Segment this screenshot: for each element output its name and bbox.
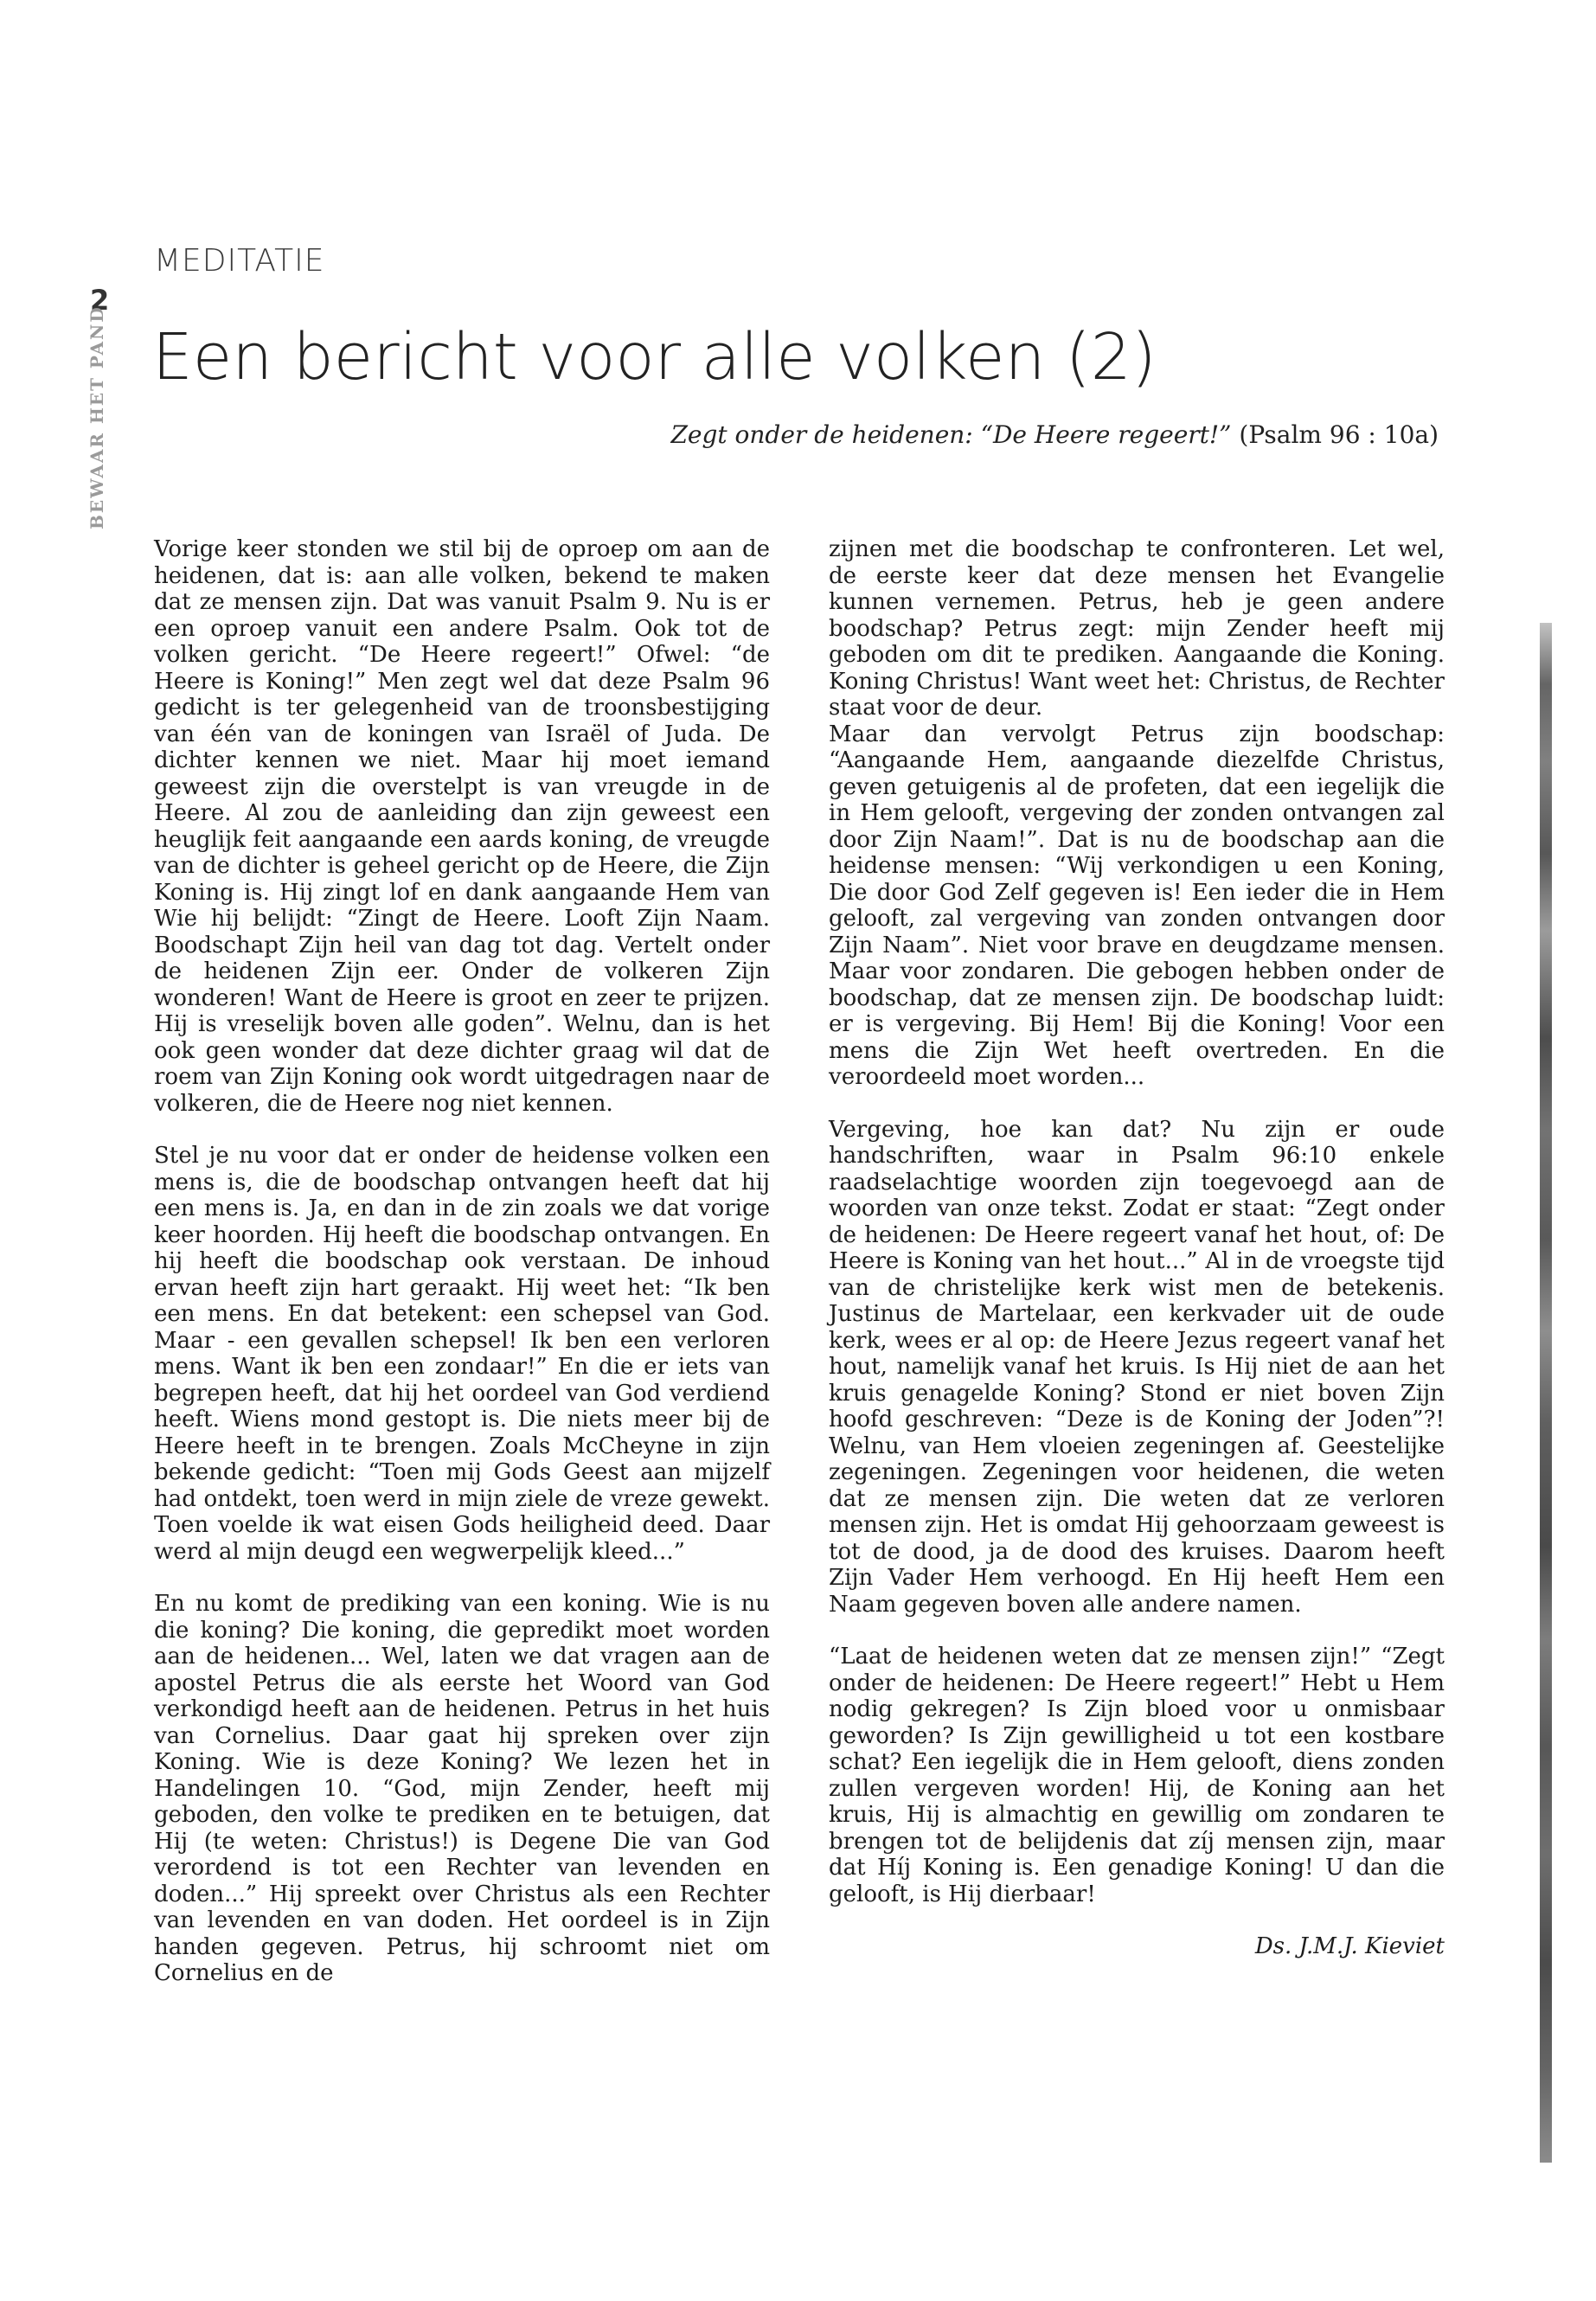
paragraph: “Laat de heidenen weten dat ze mensen zijn!” “Zegt onder de heidenen: De Heere regeert!” Hebt u Hem nodig gekregen? Is Zijn bloed voor u onmisbaar geworden? Is Zijn gewilligheid u tot een kostbare schat? Een iegelijk die in Hem gelooft, diens zonden zullen vergeven worden! Hij, de Koning aan het kruis, Hij is almachtig en gewillig om zondaren te brengen tot de belijdenis dat zíj mensen zijn, maar dat Híj Koning is. Een genadige Koning! U dan die gelooft, is Hij dierbaar! <box>829 1644 1445 1907</box>
author-signature: Ds. J.M.J. Kieviet <box>1254 1933 1445 1959</box>
paragraph: Maar dan vervolgt Petrus zijn boodschap: “Aangaande Hem, aangaande diezelfde Christus, geven getuigenis al de profeten, dat een iegelijk die in Hem gelooft, vergeving der zonden ontvangen zal door Zijn Naam!”. Dat is nu de boodschap aan die heidense mensen: “Wij verkondigen u een Koning, Die door God Zelf gegeven is! Een ieder die in Hem gelooft, zal vergeving van zonden ontvangen door Zijn Naam”. Niet voor brave en deugdzame mensen. Maar voor zondaren. Die gebogen hebben onder de boodschap, dat ze mensen zijn. De boodschap luidt: er is vergeving. Bij Hem! Bij die Koning! Voor een mens die Zijn Wet heeft overtreden. En die veroordeeld moet worden... <box>829 721 1445 1090</box>
paragraph: Vergeving, hoe kan dat? Nu zijn er oude handschriften, waar in Psalm 96:10 enkele raadselachtige woorden zijn toegevoegd aan de woorden van onze tekst. Zodat er staat: “Zegt onder de heidenen: De Heere regeert vanaf het hout, of: De Heere is Koning van het hout...” Al in de vroegste tijd van de christelijke kerk wist men de betekenis. Justinus de Martelaar, een kerkvader uit de oude kerk, wees er al op: de Heere Jezus regeert vanaf het hout, namelijk vanaf het kruis. Is Hij niet de aan het kruis genagelde Koning? Stond er niet boven Zijn hoofd geschreven: “Deze is de Koning der Joden”?! Welnu, van Hem vloeien zegeningen af. Geestelijke zegeningen. Zegeningen voor heidenen, die weten dat ze mensen zijn. Die weten dat ze verloren mensen zijn. Het is omdat Hij gehoorzaam geweest is tot de dood, ja de dood des kruises. Daarom heeft Zijn Vader Hem verhoogd. En Hij heeft Hem een Naam gegeven boven alle andere namen. <box>829 1116 1445 1618</box>
scan-edge-shadow <box>1540 623 1552 2163</box>
epigraph-reference: (Psalm 96 : 10a) <box>1239 420 1439 449</box>
paragraph: Vorige keer stonden we stil bij de oproep om aan de heidenen, dat is: aan alle volken, bekend te maken dat ze mensen zijn. Dat was vanuit Psalm 9. Nu is er een oproep vanuit een andere Psalm. Ook tot de volken gericht. “De Heere regeert!” Ofwel: “de Heere is Koning!” Men zegt wel dat deze Psalm 96 gedicht is ter gelegenheid van de troonsbestijging van één van de koningen van Israël of Juda. De dichter kennen we niet. Maar hij moet iemand geweest zijn die overstelpt is van vreugde in de Heere. Al zou de aanleiding dan zijn geweest een heuglijk feit aangaande een aards koning, de vreugde van de dichter is geheel gericht op de Heere, die Zijn Koning is. Hij zingt lof en dank aangaande Hem van Wie hij belijdt: “Zingt de Heere. Looft Zijn Naam. Boodschapt Zijn heil van dag tot dag. Vertelt onder de heidenen Zijn eer. Onder de volkeren Zijn wonderen! Want de Heere is groot en zeer te prijzen. Hij is vreselijk boven alle goden”. Welnu, dan is het ook geen wonder dat deze dichter graag wil dat de roem van Zijn Koning ook wordt uitgedragen naar de volkeren, die de Heere nog niet kennen. <box>154 536 770 1117</box>
left-column <box>154 536 770 1987</box>
epigraph <box>670 420 1439 449</box>
epigraph-quote: Zegt onder de heidenen: “De Heere regeert!” <box>670 420 1232 449</box>
page-number: 2 <box>90 284 110 317</box>
page-title: Een bericht voor alle volken (2) <box>152 320 1157 394</box>
publication-side-label: BEWAAR HET PAND <box>87 305 107 529</box>
section-label: MEDITATIE <box>154 243 325 279</box>
paragraph: En nu komt de prediking van een koning. Wie is nu die koning? Die koning, die gepredikt moet worden aan de heidenen... Wel, laten we dat vragen aan de apostel Petrus die als eerste het Woord van God verkondigd heeft aan de heidenen. Petrus in het huis van Cornelius. Daar gaat hij spreken over zijn Koning. Wie is deze Koning? We lezen het in Handelingen 10. “God, mijn Zender, heeft mij geboden, den volke te prediken en te betuigen, dat Hij (te weten: Christus!) is Degene Die van God verordend is tot een Rechter van levenden en doden...” Hij spreekt over Christus als een Rechter van levenden en van doden. Het oordeel is in Zijn handen gegeven. Petrus, hij schroomt niet om Cornelius en de <box>154 1591 770 1986</box>
paragraph: zijnen met die boodschap te confronteren. Let wel, de eerste keer dat deze mensen het Evangelie kunnen vernemen. Petrus, heb je geen andere boodschap? Petrus zegt: mijn Zender heeft mij geboden om dit te prediken. Aangaande die Koning. Koning Christus! Want weet het: Christus, de Rechter staat voor de deur. <box>829 536 1445 721</box>
right-column <box>829 536 1445 1960</box>
paragraph: Stel je nu voor dat er onder de heidense volken een mens is, die de boodschap ontvangen heeft dat hij een mens is. Ja, en dan in de zin zoals we dat vorige keer hoorden. Hij heeft die boodschap ontvangen. En hij heeft die boodschap ook verstaan. De inhoud ervan heeft zijn hart geraakt. Hij weet het: “Ik ben een mens. En dat betekent: een schepsel van God. Maar - een gevallen schepsel! Ik ben een verloren mens. Want ik ben een zondaar!” En die er iets van begrepen heeft, dat hij het oordeel van God verdiend heeft. Wiens mond gestopt is. Die niets meer bij de Heere heeft in te brengen. Zoals McCheyne in zijn bekende gedicht: “Toen mij Gods Geest aan mijzelf had ontdekt, toen werd in mijn ziele de vreze gewekt. Toen voelde ik wat eisen Gods heiligheid deed. Daar werd al mijn deugd een wegwerpelijk kleed...” <box>154 1143 770 1565</box>
